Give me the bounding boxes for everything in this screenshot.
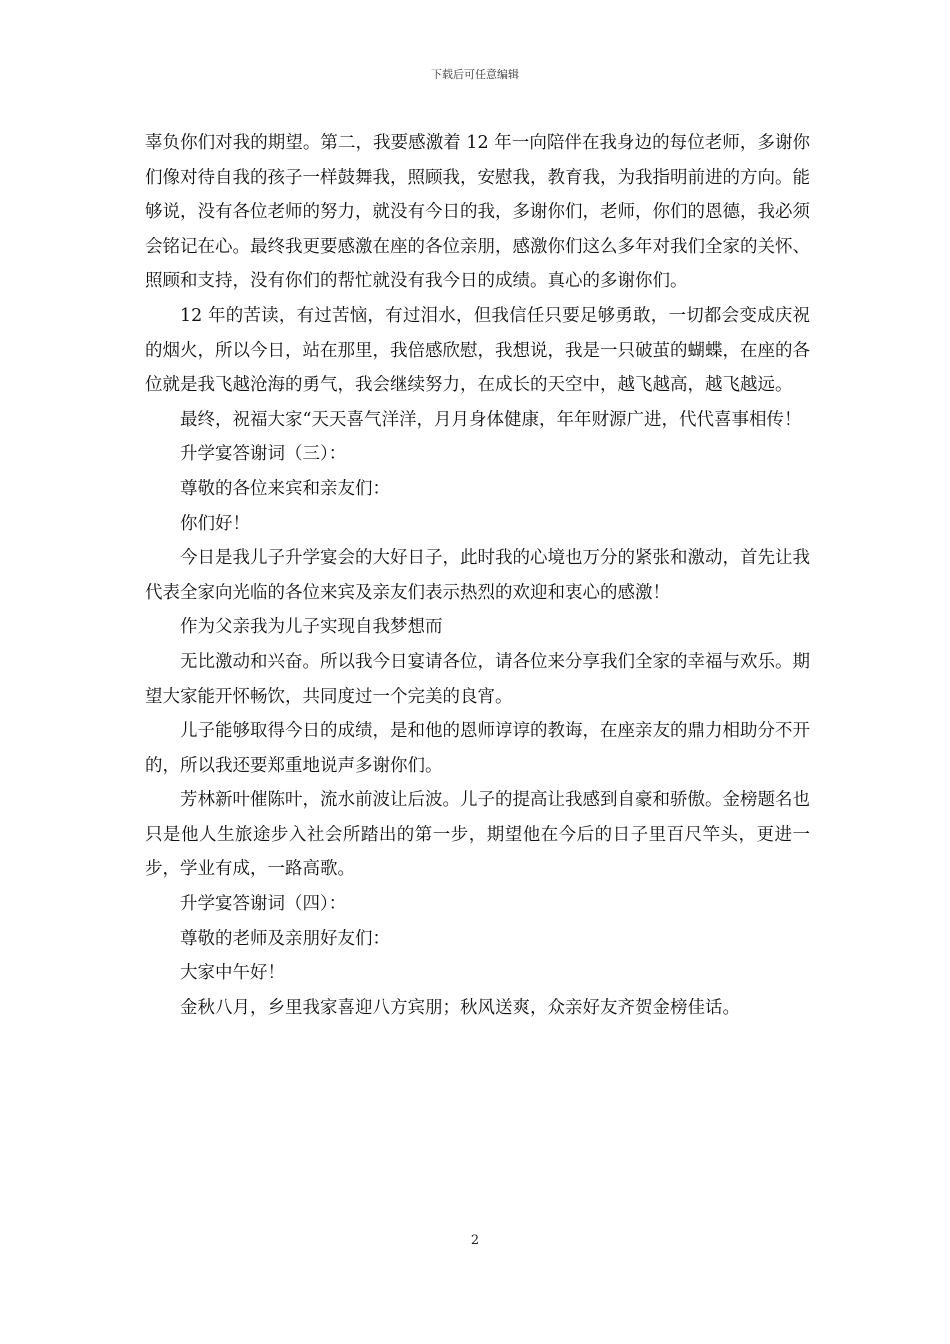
salutation-3: 尊敬的各位来宾和亲友们： [180, 478, 390, 499]
paragraph-3: 最终，祝福大家“天天喜气洋洋，月月身体健康，年年财源广进，代代喜事相传！ [180, 409, 802, 430]
greeting-3: 你们好！ [180, 513, 250, 534]
document-body [145, 126, 810, 1025]
paragraph-9: 无比激动和兴奋。所以我今日宴请各位，请各位来分享我们全家的幸福与欢乐。期望大家能开怀畅饮，共同度过一个完美的良宵。 [145, 651, 810, 707]
paragraph-2: 12 年的苦读，有过苦恼，有过泪水，但我信任只要足够勇敢，一切都会变成庆祝的烟火，所以今日，站在那里，我倍感欣慰，我想说，我是一只破茧的蝴蝶，在座的各位就是我飞越沧海的勇气，我会继续努力，在成长的天空中，越飞越高，越飞越远。 [145, 305, 810, 396]
section-heading-4: 升学宴答谢词（四）： [180, 894, 347, 915]
paragraph-10: 儿子能够取得今日的成绩，是和他的恩师谆谆的教诲，在座亲友的鼎力相助分不开的，所以我还要郑重地说声多谢你们。 [145, 721, 810, 776]
paragraph-8: 作为父亲我为儿子实现自我梦想而 [180, 617, 443, 638]
salutation-4: 尊敬的老师及亲朋好友们： [180, 928, 390, 949]
paragraph-11: 芳林新叶催陈叶，流水前波让后波。儿子的提高让我感到自豪和骄傲。金榜题名也只是他人生旅途步入社会所踏出的第一步，期望他在今后的日子里百尺竿头，更进一步，学业有成，一路高歌。 [145, 790, 810, 880]
page-number: 2 [470, 1233, 480, 1248]
paragraph-7: 今日是我儿子升学宴会的大好日子，此时我的心境也万分的紧张和激动，首先让我代表全家向光临的各位来宾及亲友们表示热烈的欢迎和衷心的感激！ [145, 548, 810, 603]
page-header: 下载后可任意编辑 [431, 68, 519, 81]
greeting-4: 大家中午好！ [180, 963, 285, 984]
paragraph-15: 金秋八月，乡里我家喜迎八方宾朋；秋风送爽，众亲好友齐贺金榜佳话。 [180, 997, 740, 1018]
section-heading-3: 升学宴答谢词（三）： [180, 444, 347, 465]
paragraph-1: 辜负你们对我的期望。第二，我要感激着 12 年一向陪伴在我身边的每位老师，多谢你们像对待自我的孩子一样鼓舞我，照顾我，安慰我，教育我，为我指明前进的方向。能够说，没有各位老师的努力，就没有今日的我，多谢你们，老师，你们的恩德，我必须会铭记在心。最终我更要感激在座的各位亲朋，感激你们这么多年对我们全家的关怀、照顾和支持，没有你们的帮忙就没有我今日的成绩。真心的多谢你们。 [145, 133, 810, 292]
